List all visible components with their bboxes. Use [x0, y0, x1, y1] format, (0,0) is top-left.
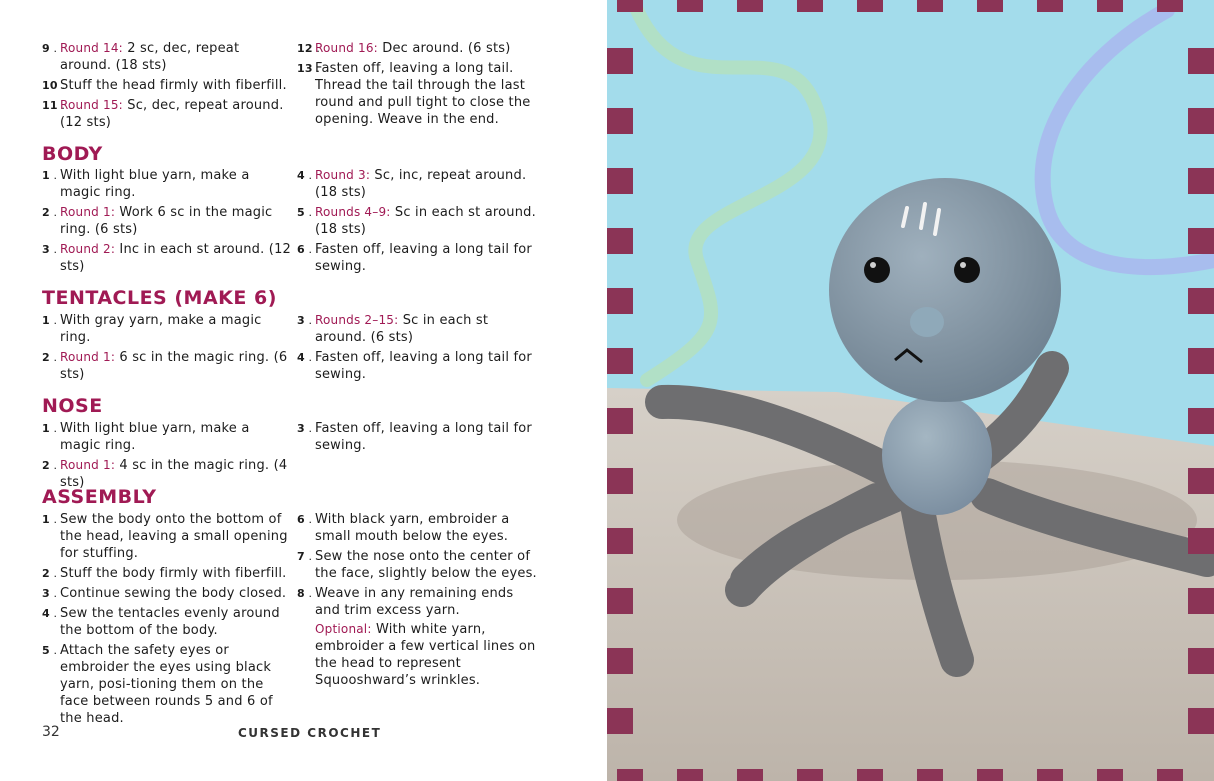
step-text: Sew the tentacles evenly around the bottom of the body. [60, 606, 280, 638]
frame-dash [607, 168, 633, 194]
frame-dash [607, 228, 633, 254]
step-item [42, 241, 292, 275]
step-number: 6 . [297, 241, 312, 258]
frame-dash [857, 0, 883, 12]
nose-steps-col1 [42, 420, 292, 494]
step-text: Fasten off, leaving a long tail. Thread the tail through the last round and pull tight to close the opening. Weave in the end. [315, 61, 531, 127]
frame-dash [797, 0, 823, 12]
step-text: Stuff the head firmly with fiberfill. [60, 78, 287, 93]
step-text: Weave in any remaining ends and trim excess yarn. [315, 586, 514, 618]
step-number: 7 . [297, 548, 312, 565]
step-item [42, 40, 292, 74]
frame-dash [677, 0, 703, 12]
frame-dash [607, 288, 633, 314]
step-number: 2 . [42, 457, 57, 474]
step-number: 1 . [42, 511, 57, 528]
assembly-heading: ASSEMBLY [42, 486, 157, 508]
step-item [297, 40, 537, 57]
frame-dash [1188, 228, 1214, 254]
step-text: Stuff the body firmly with fiberfill. [60, 566, 287, 581]
step-number: 10 . [42, 77, 65, 94]
frame-dash [1188, 528, 1214, 554]
step-item [42, 167, 292, 201]
frame-dash [1188, 588, 1214, 614]
step-item [297, 349, 537, 383]
frame-dash [607, 528, 633, 554]
step-item [297, 241, 537, 275]
round-label: Rounds 4–9: [315, 205, 391, 219]
step-item [42, 97, 292, 131]
step-text: Sc in each st around. (6 sts) [315, 313, 489, 345]
frame-dash [857, 769, 883, 781]
frame-dash [1188, 288, 1214, 314]
step-item [297, 204, 537, 238]
step-text: With black yarn, embroider a small mouth below the eyes. [315, 512, 510, 544]
round-label: Round 16: [315, 41, 378, 55]
frame-dash [607, 348, 633, 374]
body-heading: BODY [42, 143, 103, 165]
step-text: Fasten off, leaving a long tail for sewing. [315, 421, 532, 453]
round-label: Round 3: [315, 168, 371, 182]
frame-dash [1188, 708, 1214, 734]
tentacle-steps-col2 [297, 312, 537, 386]
frame-dash [1188, 648, 1214, 674]
head-steps-col1 [42, 40, 292, 134]
round-label: Round 1: [60, 350, 116, 364]
round-label: Round 2: [60, 242, 116, 256]
frame-dash [737, 769, 763, 781]
step-number: 3 . [42, 585, 57, 602]
frame-dash [1037, 0, 1063, 12]
round-label: Round 14: [60, 41, 123, 55]
step-text: Sew the body onto the bottom of the head, leaving a small opening for stuffing. [60, 512, 288, 561]
step-item [297, 167, 537, 201]
frame-dash [917, 769, 943, 781]
step-item [297, 585, 537, 619]
frame-dash [607, 108, 633, 134]
round-label: Rounds 2–15: [315, 313, 399, 327]
step-item [297, 420, 537, 454]
step-text: Inc in each st around. (12 sts) [60, 242, 292, 274]
frame-dash [1157, 0, 1183, 12]
step-item [42, 349, 292, 383]
page-number: 32 [42, 724, 60, 740]
frame-dash [977, 0, 1003, 12]
step-text: Sew the nose onto the center of the face, slightly below the eyes. [315, 549, 537, 581]
frame-dash [677, 769, 703, 781]
step-number: 8 . [297, 585, 312, 602]
step-text: 4 sc in the magic ring. (4 sts) [60, 458, 288, 490]
frame-dash [1188, 408, 1214, 434]
frame-dash [607, 588, 633, 614]
assembly-steps-col1 [42, 511, 292, 730]
step-text: Sc, dec, repeat around. (12 sts) [60, 98, 284, 130]
step-item [42, 585, 292, 602]
step-number: 2 . [42, 349, 57, 366]
frame-dash [737, 0, 763, 12]
frame-dash [1188, 48, 1214, 74]
step-item [297, 60, 537, 128]
step-item [42, 420, 292, 454]
step-number: 3 . [42, 241, 57, 258]
step-number: 12 . [297, 40, 320, 57]
frame-dash [1188, 468, 1214, 494]
octopus-photo [607, 0, 1214, 781]
step-item [297, 312, 537, 346]
step-text: With light blue yarn, make a magic ring. [60, 421, 250, 453]
nose-steps-col2 [297, 420, 537, 457]
optional-label: Optional: [315, 622, 372, 636]
dashed-frame [607, 0, 1214, 781]
frame-dash [1037, 769, 1063, 781]
step-item [42, 642, 292, 727]
frame-dash [1157, 769, 1183, 781]
frame-dash [607, 468, 633, 494]
step-text: With gray yarn, make a magic ring. [60, 313, 262, 345]
body-steps-col1 [42, 167, 292, 278]
frame-dash [1097, 769, 1123, 781]
assembly-steps-col2 [297, 511, 537, 622]
frame-dash [617, 769, 643, 781]
step-number: 1 . [42, 420, 57, 437]
step-text: Fasten off, leaving a long tail for sewing. [315, 350, 532, 382]
body-steps-col2 [297, 167, 537, 278]
step-item [297, 511, 537, 545]
step-text: Sc in each st around. (18 sts) [315, 205, 536, 237]
running-title: CURSED CROCHET [238, 726, 382, 740]
step-item [42, 204, 292, 238]
step-text: Fasten off, leaving a long tail for sewing. [315, 242, 532, 274]
frame-dash [607, 648, 633, 674]
step-item [297, 548, 537, 582]
step-text: Sc, inc, repeat around. (18 sts) [315, 168, 527, 200]
round-label: Round 15: [60, 98, 123, 112]
frame-dash [607, 708, 633, 734]
step-number: 1 . [42, 312, 57, 329]
round-label: Round 1: [60, 205, 116, 219]
tentacle-steps-col1 [42, 312, 292, 386]
frame-dash [977, 769, 1003, 781]
tentacles-heading: TENTACLES (MAKE 6) [42, 287, 277, 309]
step-number: 3 . [297, 312, 312, 329]
nose-heading: NOSE [42, 395, 103, 417]
step-text: Attach the safety eyes or embroider the eyes using black yarn, posi-tioning them on the face between rounds 5 and 6 of the head. [60, 643, 273, 726]
step-text: Continue sewing the body closed. [60, 586, 287, 601]
step-number: 2 . [42, 565, 57, 582]
step-item [42, 77, 292, 94]
frame-dash [797, 769, 823, 781]
step-number: 5 . [297, 204, 312, 221]
frame-dash [1097, 0, 1123, 12]
optional-note [297, 621, 537, 689]
frame-dash [617, 0, 643, 12]
step-number: 13 . [297, 60, 320, 77]
frame-dash [1188, 168, 1214, 194]
step-number: 4 . [297, 167, 312, 184]
optional-text: With white yarn, embroider a few vertical lines on the head to represent Squooshward’s wrinkles. [315, 622, 536, 688]
step-text: 2 sc, dec, repeat around. (18 sts) [60, 41, 240, 73]
step-number: 1 . [42, 167, 57, 184]
frame-dash [607, 48, 633, 74]
step-number: 4 . [297, 349, 312, 366]
step-number: 6 . [297, 511, 312, 528]
frame-dash [917, 0, 943, 12]
step-text: Dec around. (6 sts) [382, 41, 511, 56]
step-item [42, 565, 292, 582]
head-steps-col2 [297, 40, 537, 131]
frame-dash [1188, 108, 1214, 134]
step-text: 6 sc in the magic ring. (6 sts) [60, 350, 288, 382]
step-text: With light blue yarn, make a magic ring. [60, 168, 250, 200]
step-item [42, 511, 292, 562]
step-item [42, 605, 292, 639]
step-number: 4 . [42, 605, 57, 622]
step-number: 2 . [42, 204, 57, 221]
frame-dash [1188, 348, 1214, 374]
round-label: Round 1: [60, 458, 116, 472]
step-text: Work 6 sc in the magic ring. (6 sts) [60, 205, 273, 237]
step-number: 3 . [297, 420, 312, 437]
frame-dash [607, 408, 633, 434]
step-item [42, 312, 292, 346]
step-number: 5 . [42, 642, 57, 659]
step-number: 9 . [42, 40, 57, 57]
step-number: 11 . [42, 97, 65, 114]
